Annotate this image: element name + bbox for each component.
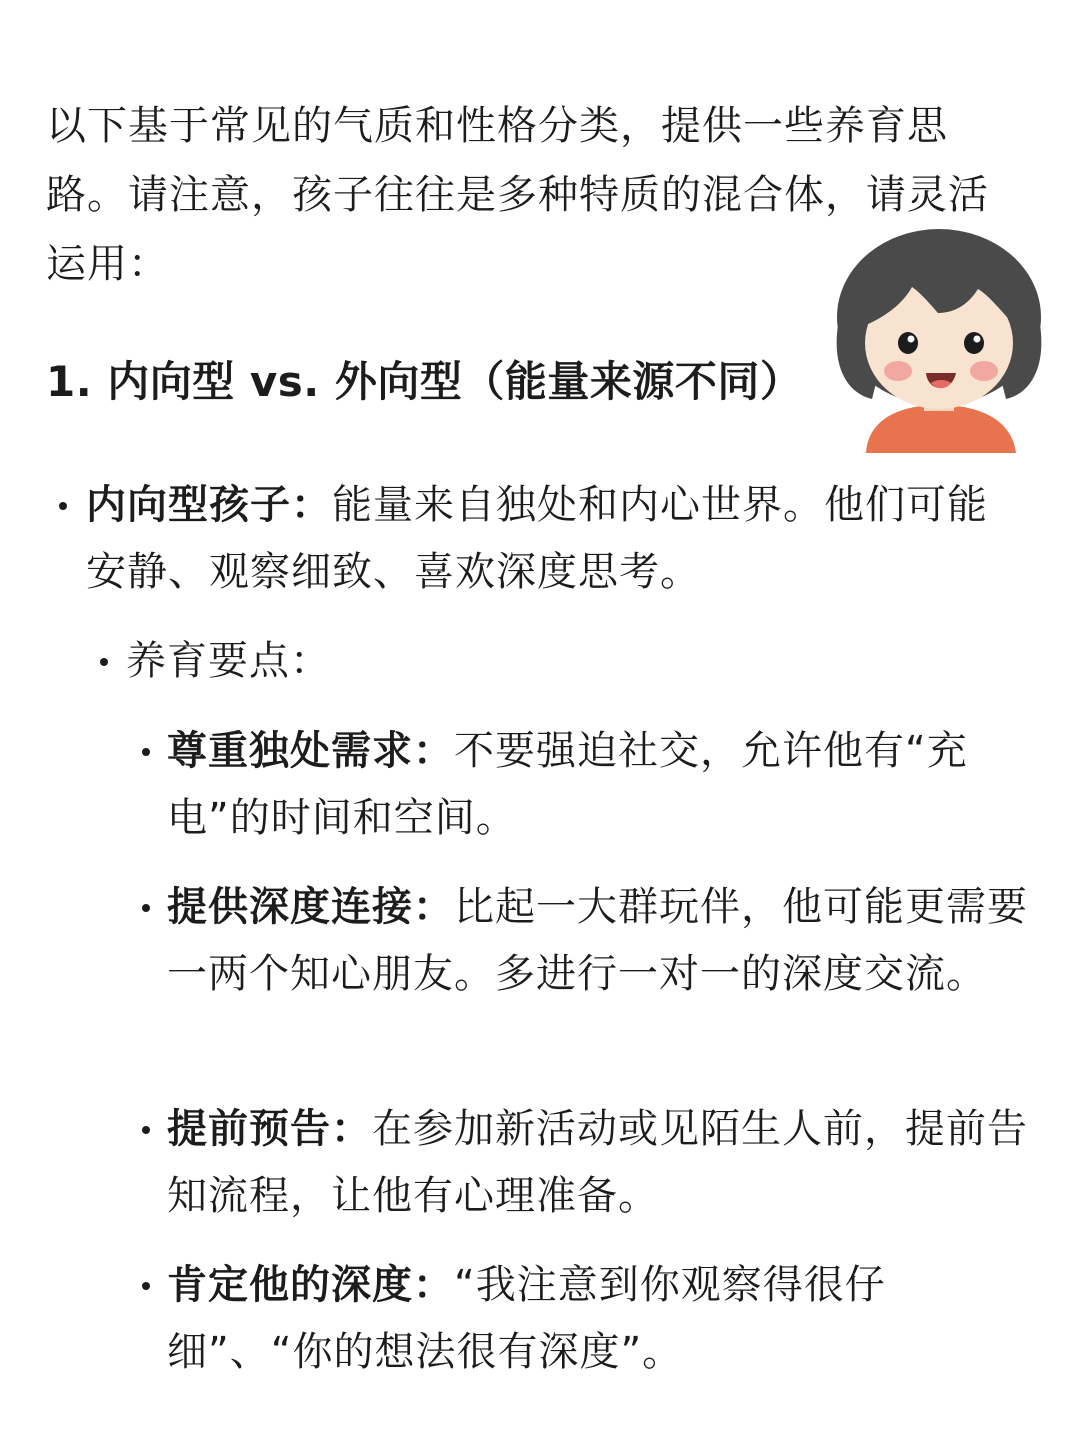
point-item (167, 1252, 1037, 1386)
point-text (167, 718, 1037, 852)
introvert-description: 能量来自独处和内心世界。他们可能安静、观察细致、喜欢深度思考。 (86, 482, 988, 595)
section-heading: 1. 内向型 vs. 外向型（能量来源不同） (46, 357, 803, 406)
point-text (167, 1096, 1037, 1230)
introvert-bullet (86, 472, 1016, 606)
bullet-dot (142, 1282, 150, 1290)
point-body: 在参加新活动或见陌生人前，提前告知流程，让他有心理准备。 (167, 1106, 1028, 1219)
point-label: 提供深度连接： (167, 884, 454, 930)
parenting-points-bullet (126, 628, 1016, 695)
bullet-dot (142, 904, 150, 912)
point-item (167, 718, 1037, 852)
point-label: 肯定他的深度： (167, 1262, 454, 1308)
bullet-dot (142, 1126, 150, 1134)
girl-portrait-icon (828, 225, 1050, 455)
point-text (167, 874, 1037, 1008)
parenting-points-label: 养育要点： (126, 638, 331, 684)
point-body: 比起一大群玩伴，他可能更需要一两个知心朋友。多进行一对一的深度交流。 (167, 884, 1028, 997)
point-body: “我注意到你观察得很仔细”、“你的想法很有深度”。 (167, 1262, 886, 1375)
introvert-label: 内向型孩子： (86, 482, 332, 528)
bullet-dot (59, 502, 67, 510)
bullet-dot (142, 748, 150, 756)
point-label: 尊重独处需求： (167, 728, 454, 774)
introvert-text (86, 472, 1016, 606)
point-text (167, 1252, 1037, 1386)
point-item (167, 874, 1037, 1008)
point-item (167, 1096, 1037, 1230)
point-label: 提前预告： (167, 1106, 372, 1152)
point-body: 不要强迫社交，允许他有“充电”的时间和空间。 (167, 728, 968, 841)
bullet-dot (100, 658, 108, 666)
intro-paragraph: 以下基于常见的气质和性格分类，提供一些养育思路。请注意，孩子往往是多种特质的混合体，请灵活运用： (46, 103, 989, 287)
